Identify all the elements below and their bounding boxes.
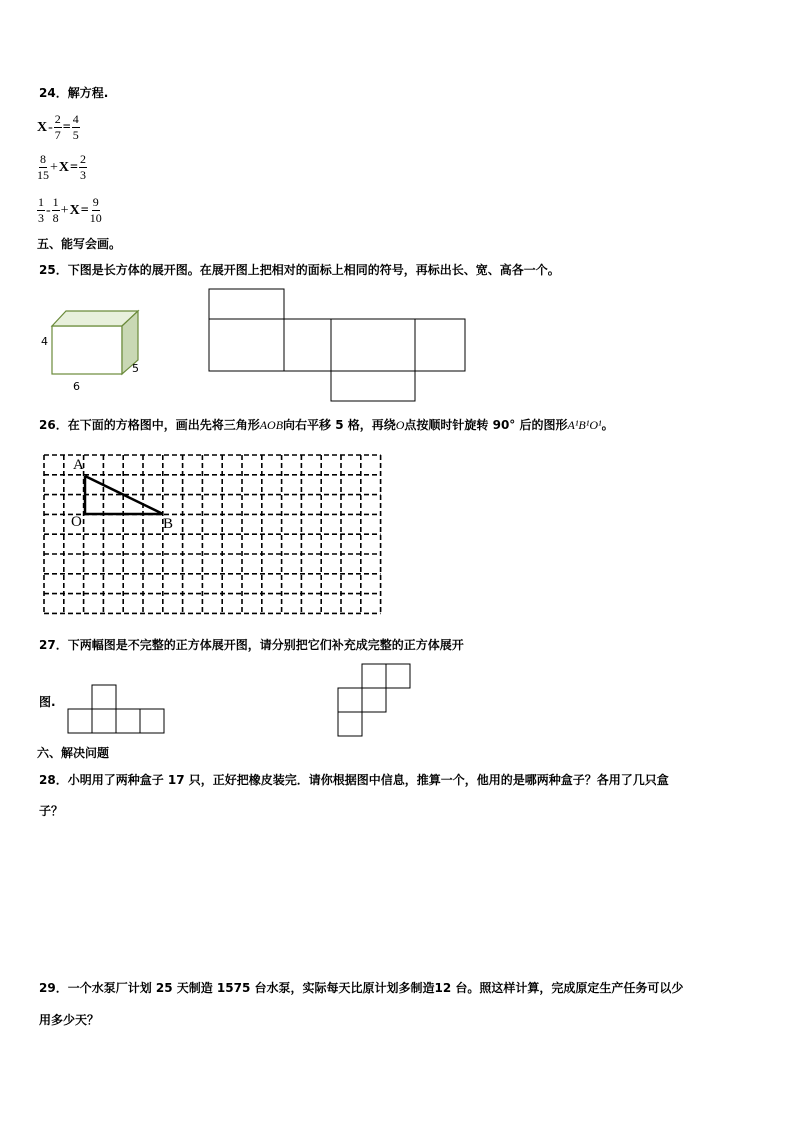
point-a-label: A xyxy=(73,457,84,473)
question-29-line1: 29．一个水泵厂计划 25 天制造 1575 台水泵，实际每天比原计划多制造12 台。照这样计算，完成原定生产任务可以少 xyxy=(39,981,684,995)
question-24-title: 24．解方程. xyxy=(39,86,109,100)
operator: - xyxy=(46,202,51,218)
question-28-line1: 28．小明用了两种盒子 17 只，正好把橡皮装完．请你根据图中信息，推算一个，他用的是哪两种盒子？各用了几只盒 xyxy=(39,773,669,787)
question-28-line2: 子？ xyxy=(39,804,64,818)
height-label: 4 xyxy=(41,335,48,348)
width-label: 5 xyxy=(132,362,139,375)
operator: - xyxy=(48,119,53,135)
fraction: $\frac{4}{5}$ xyxy=(72,112,79,142)
point-b-label: B xyxy=(163,516,174,532)
section-6-heading: 六、解决问题 xyxy=(37,746,110,760)
equals-sign: = xyxy=(62,119,71,135)
variable-x: X xyxy=(37,119,48,135)
section-5-heading: 五、能写会画。 xyxy=(37,237,122,251)
question-25-title: 25．下图是长方体的展开图。在展开图上把相对的面标上相同的符号，再标出长、宽、高各一个。 xyxy=(39,263,560,277)
question-27-title: 27．下两幅图是不完整的正方体展开图，请分别把它们补充成完整的正方体展开 xyxy=(39,638,464,652)
variable-x: X xyxy=(58,159,70,175)
equals-sign: = xyxy=(70,159,79,175)
equals-sign: = xyxy=(80,202,89,218)
question-26-title: 26．在下面的方格图中，画出先将三角形AOB向右平移 5 格，再绕O点按顺时针旋转 90° 后的图形A¹B¹O¹。 xyxy=(39,418,614,432)
fraction: $\frac{1}{3}$ xyxy=(38,195,44,225)
operator: + xyxy=(50,159,58,175)
question-29-line2: 用多少天？ xyxy=(39,1013,100,1027)
fraction: $\frac{2}{3}$ xyxy=(80,152,87,182)
cube-net-right xyxy=(338,664,410,736)
operator: + xyxy=(60,202,69,218)
fraction: $\frac{8}{15}$ xyxy=(37,152,49,182)
fraction: $\frac{1}{8}$ xyxy=(52,195,59,225)
fraction: $\frac{2}{7}$ xyxy=(54,112,61,142)
length-label: 6 xyxy=(73,380,80,393)
cube-net-left xyxy=(68,685,164,733)
fraction: $\frac{9}{10}$ xyxy=(89,195,102,225)
variable-x: X xyxy=(69,202,80,218)
point-o-label: O xyxy=(71,514,82,530)
question-27-cont: 图. xyxy=(39,695,56,709)
